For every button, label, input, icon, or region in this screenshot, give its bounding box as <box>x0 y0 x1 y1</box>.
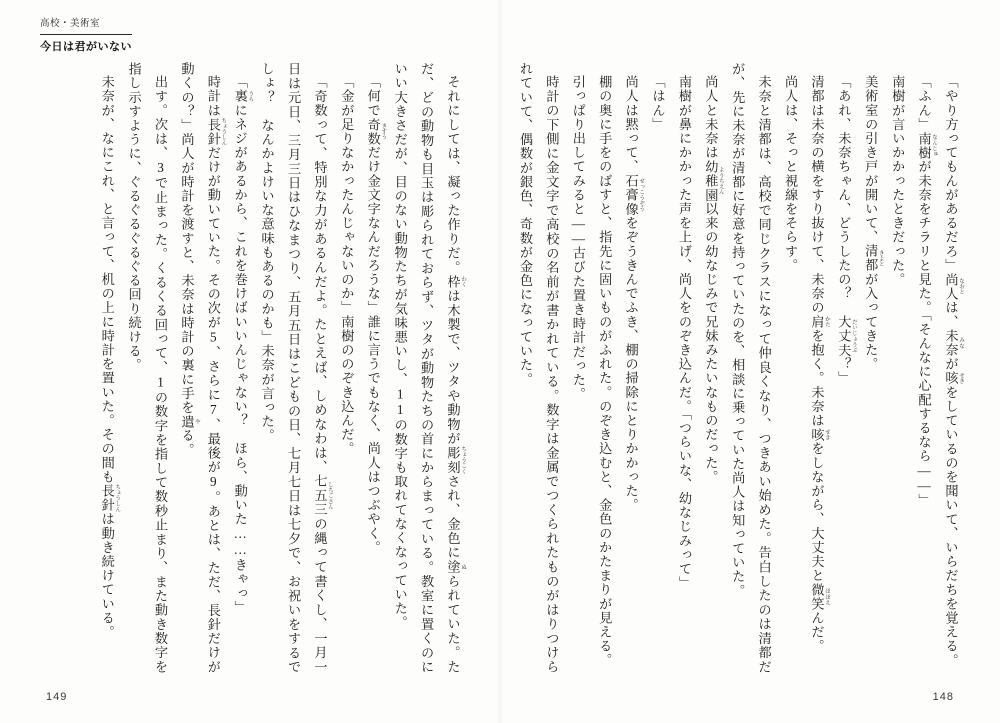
page-gutter-shadow <box>497 0 503 723</box>
paragraph: 美術室の引き戸が開いて、清都 きよとが入ってきた。 <box>863 75 884 372</box>
paragraph: 南樹が言いかかったときだった。 <box>890 75 906 287</box>
paragraph: 「ふん」南樹 なんじゅが未奈をチラリと見た。「そんなに心配するなら——」 <box>916 75 938 508</box>
paragraph: 未奈が、なにこれ、と言って、机の上に時計を置いた。その間も長針 ちょうしんは動き続けている。 <box>99 75 121 640</box>
running-head-series: 高校・美術室 <box>40 19 101 29</box>
paragraph: それにしては、凝った作りだ。枠 わくは木製で、ツタや動物が彫刻 ちょうこくされ、金色に塗 ぬられていた。ただ、どの動物も目玉は彫られておらず、ツタが動物たちの首にからまっている。教室に置くのにいい大きさだが、目のない動物たちが気味悪いし、11の数字も取れてなくなっていた。 <box>392 62 466 674</box>
paragraph: 「裏 うらにネジがあるから、これを巻けばいいんじゃない？ ほら、動いた……きゃっ」 <box>232 75 254 615</box>
paragraph: 引っぱり出してみると——古びた置き時計だった。 <box>570 75 586 402</box>
running-head <box>40 18 200 54</box>
running-head-rule <box>40 34 132 35</box>
paragraph: 南樹が鼻にかかった声を上げ、尚人をのぞき込んだ。「つらいな、幼なじみって」 <box>676 75 692 591</box>
paragraph: 尚人と未奈は幼稚園 ようちえん以来の幼なじみで兄妹みたいなものだった。 <box>703 75 724 485</box>
paragraph: 時計は長針 ちょうしんだけが動いていた。その次が5、さらに7、最後が9。あとは、ただ、長針だけが動くの？」尚人が時計を渡すと、未奈は時計の裏に手を遣 やる。 <box>179 62 227 674</box>
paragraph: 「奇数って、特別な力があるんだよ。たとえば、しめなわは、七五三 しちごさんの縄って書くし、一月一日は元日、三月三日はひなまつり、五月五日はこどもの日、七月七日は七夕で、お祝いをするでしょ？ なんかよけいな意味もあるのかも」未奈が言った。 <box>259 62 333 674</box>
paragraph: 清都は未奈の横をすり抜けて、未奈の肩 かたを抱く。未奈は咳 せきをしながら、大丈夫と微笑 ほほえんだ。 <box>809 75 830 654</box>
paragraph: 「あれ、未奈ちゃん、どうしたの？ 大丈夫 だいじょうぶ？」 <box>836 75 857 386</box>
paragraph: 「はん」 <box>650 75 666 132</box>
folio-left: 149 <box>46 691 68 703</box>
folio-right: 148 <box>932 691 954 703</box>
page-left-149 <box>36 62 466 674</box>
paragraph: 未奈と清都は、高校で同じクラスになって仲良くなり、つきあい始めた。告白したのは清都だが、先に未奈が清都に好意を持っていたのを、相談に乗っていた尚人は知っていた。 <box>730 62 772 674</box>
page-right-148 <box>518 62 964 674</box>
paragraph: 「金が足りなかったんじゃないのか」南樹ののぞき込んだ。 <box>339 75 355 456</box>
running-head-title: 今日は君がいない <box>40 41 132 54</box>
page-right-text-column <box>512 62 964 674</box>
paragraph: 出す。次は、3で止まった。くるくる回って、1の数字を指して数秒止まり、また動き数字を指し示すように、ぐるぐるぐるぐる回り続ける。 <box>126 62 169 674</box>
paragraph: 尚人は黙って、石膏像 せっこうぞうをぞうきんでふき、棚の掃除にとりかかった。 <box>623 75 645 513</box>
paragraph: 「やり方ってもんがあるだろ」尚人 なおとは、未奈 みなが咳 せきをしているのを聞いて、いらだちを覚える。 <box>943 75 964 668</box>
paragraph: 「何で奇数 きすうだけ金文字なんだろうな」誰に言うでもなく、尚人はつぶやく。 <box>365 75 387 555</box>
paragraph: 尚人は、そっと視線をそらす。 <box>783 75 799 273</box>
paragraph: 棚の奥に手をのばすと、指先に固いものがふれた。のぞき込むと、金色のかたまりが見える。 <box>597 75 613 668</box>
page-left-text-column <box>93 62 466 674</box>
paragraph: 時計の下側に金文字で高校の名前が書かれている。数字は金属でつくられたものがはりつけられていて、偶数が銀色、奇数が金色になっていた。 <box>518 62 560 674</box>
